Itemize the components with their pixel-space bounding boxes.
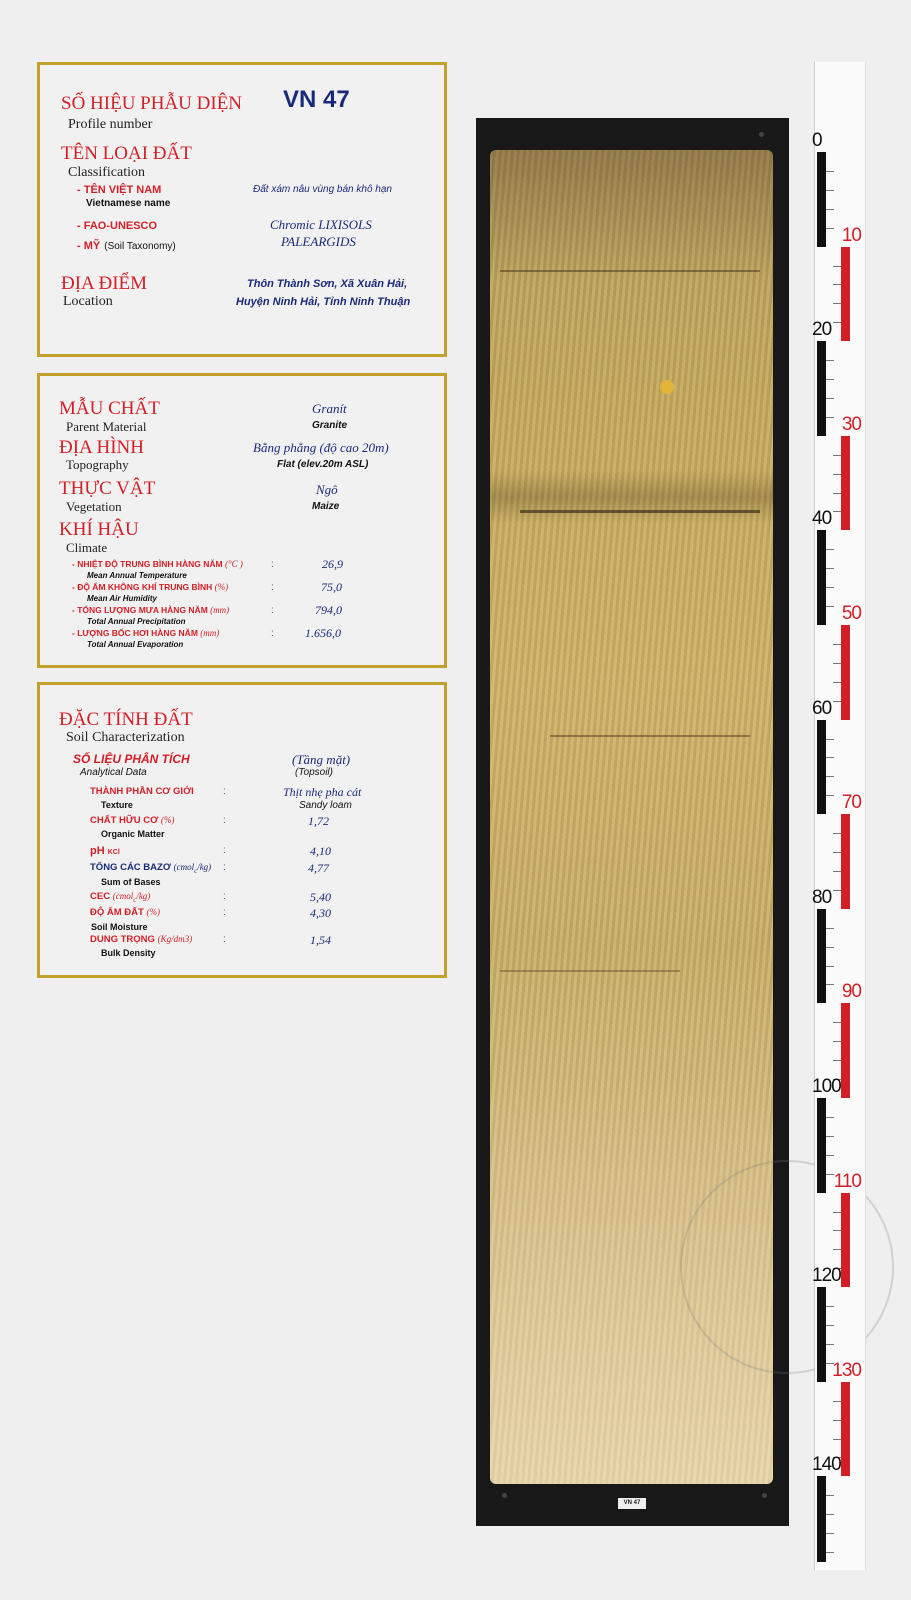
ruler-tick — [826, 1306, 834, 1307]
precip-label: - TỔNG LƯỢNG MƯA HÀNG NĂM — [72, 605, 208, 615]
texture-value-vi: Thịt nhẹ pha cát — [283, 785, 362, 799]
ruler-red-segment — [841, 1382, 850, 1477]
parent-material-label-en: Parent Material — [66, 419, 147, 434]
vn-name-label-en: Vietnamese name — [86, 198, 171, 209]
moist-label: ĐỘ ẨM ĐẤT — [90, 907, 144, 918]
ph-sub: KCl — [107, 849, 120, 856]
bases-unit: (cmol — [173, 862, 195, 872]
ruler-tick — [826, 379, 834, 380]
texture-value-en: Sandy loam — [299, 800, 352, 811]
bases-value: 4,77 — [308, 861, 329, 875]
ruler-black-segment — [817, 720, 826, 815]
om-value: 1,72 — [308, 814, 329, 828]
temp-label: - NHIỆT ĐỘ TRUNG BÌNH HÀNG NĂM — [72, 559, 223, 569]
ruler-red-segment — [841, 1003, 850, 1098]
parent-material-value-vi: Granít — [312, 401, 347, 416]
precip-colon: : — [271, 605, 274, 616]
precip-unit: (mm) — [210, 605, 230, 615]
ruler-tick — [826, 1495, 834, 1496]
ruler-tick — [826, 1514, 834, 1515]
moist-unit: (%) — [146, 907, 160, 917]
ruler-tick — [826, 417, 834, 418]
ruler-tick — [826, 209, 834, 210]
ruler-tick — [833, 1230, 841, 1231]
ruler-tick — [833, 1249, 841, 1250]
moist-label-row — [90, 907, 160, 918]
profile-number: VN 47 — [283, 86, 350, 113]
cec-label-row — [90, 891, 150, 904]
bd-label: DUNG TRỌNG — [90, 934, 155, 945]
ruler-tick — [833, 644, 841, 645]
ph-value: 4,10 — [310, 844, 331, 858]
ruler-label-30: 30 — [841, 413, 861, 435]
ruler-label-130: 130 — [832, 1359, 861, 1381]
ruler-tick — [826, 190, 834, 191]
ruler-tick — [826, 1552, 834, 1553]
ruler-label-90: 90 — [841, 981, 861, 1003]
classification-label-vi: TÊN LOẠI ĐẤT — [61, 143, 192, 164]
profile-label-vi: SỐ HIỆU PHẪU DIỆN — [61, 93, 243, 114]
vegetation-value-vi: Ngô — [316, 482, 338, 497]
profile-panel — [37, 62, 447, 357]
ruler-tick — [826, 171, 834, 172]
ruler-tick — [826, 1136, 834, 1137]
depth-ruler — [814, 62, 866, 1570]
vn-name-label: - TÊN VIỆT NAM — [77, 184, 162, 196]
cec-unit-end: /kg) — [136, 891, 151, 901]
texture-label: THÀNH PHẦN CƠ GIỚI — [90, 786, 194, 797]
soil-horizon-line — [550, 735, 750, 737]
my-label: - MỸ — [77, 240, 101, 252]
evap-value: 1.656,0 — [305, 626, 341, 640]
analytical-label-vi: SỐ LIỆU PHÂN TÍCH — [73, 752, 190, 766]
climate-label-en: Climate — [66, 540, 108, 555]
my-label-row — [77, 236, 176, 254]
soil-horizon-line — [500, 970, 680, 972]
humidity-value: 75,0 — [321, 580, 342, 594]
ruler-label-100: 100 — [812, 1076, 841, 1097]
om-label-row — [90, 815, 174, 826]
ruler-tick — [826, 966, 834, 967]
evap-label-en: Total Annual Evaporation — [87, 640, 184, 649]
ruler-black-segment — [817, 1098, 826, 1193]
bases-colon: : — [223, 862, 226, 873]
bd-label-en: Bulk Density — [101, 948, 156, 958]
my-value: PALEARGIDS — [281, 234, 356, 249]
evap-label-row — [72, 628, 219, 638]
cec-value: 5,40 — [310, 890, 331, 904]
ruler-tick — [833, 1439, 841, 1440]
bd-colon: : — [223, 934, 226, 945]
ruler-tick — [833, 1041, 841, 1042]
bases-unit-sub: c — [194, 866, 198, 875]
temp-colon: : — [271, 559, 274, 570]
precip-label-en: Total Annual Precipitation — [87, 617, 186, 626]
om-unit: (%) — [160, 815, 175, 825]
ruler-label-110: 110 — [833, 1170, 861, 1192]
evap-colon: : — [271, 628, 274, 639]
location-line2: Huyện Ninh Hải, Tỉnh Ninh Thuận — [236, 296, 411, 308]
temp-unit: (°C ) — [225, 559, 243, 569]
topography-value-vi: Bằng phẳng (độ cao 20m) — [253, 440, 389, 455]
bases-label: TỔNG CÁC BAZƠ — [90, 862, 171, 873]
layer-en: (Topsoil) — [295, 767, 333, 778]
ruler-tick — [833, 511, 841, 512]
vn-name-value: Đất xám nâu vùng bán khô hạn — [253, 184, 392, 195]
ruler-tick — [833, 890, 841, 891]
bases-label-en: Sum of Bases — [101, 877, 161, 887]
ruler-label-40: 40 — [812, 508, 832, 530]
humidity-label: - ĐỘ ẨM KHÔNG KHÍ TRUNG BÌNH — [72, 582, 213, 592]
vegetation-value-en: Maize — [312, 501, 340, 512]
ruler-red-segment — [841, 814, 850, 909]
ph-label-row — [90, 845, 120, 857]
ruler-tick — [833, 663, 841, 664]
ruler-black-segment — [817, 1287, 826, 1382]
ruler-tick — [833, 682, 841, 683]
ruler-tick — [826, 1344, 834, 1345]
ruler-tick — [826, 1155, 834, 1156]
layer-vi: (Tầng mặt) — [292, 752, 351, 767]
cec-unit-sub: c — [133, 895, 137, 904]
analytical-label-en: Analytical Data — [80, 767, 147, 778]
ruler-tick — [833, 1060, 841, 1061]
ruler-tick — [833, 493, 841, 494]
photo-tag: VN 47 — [618, 1498, 646, 1509]
ruler-tick — [833, 852, 841, 853]
parent-material-value-en: Granite — [312, 420, 348, 431]
location-label-en: Location — [63, 294, 113, 309]
ruler-tick — [826, 360, 834, 361]
soil-label-vi: ĐẶC TÍNH ĐẤT — [59, 709, 193, 730]
soil-characterization-panel — [37, 682, 447, 978]
temp-label-en: Mean Annual Temperature — [87, 571, 187, 580]
ruler-label-60: 60 — [812, 697, 832, 719]
ruler-tick — [826, 1325, 834, 1326]
moist-value: 4,30 — [310, 906, 331, 920]
ruler-tick — [826, 398, 834, 399]
cec-label: CEC — [90, 891, 111, 902]
temp-value: 26,9 — [322, 557, 343, 571]
soil-nodule — [660, 380, 674, 394]
bd-value: 1,54 — [310, 933, 331, 947]
ruler-label-50: 50 — [841, 603, 861, 624]
cec-unit: (cmol — [112, 891, 134, 901]
vegetation-label-en: Vegetation — [66, 499, 122, 514]
ruler-tick — [826, 739, 834, 740]
ruler-tick — [826, 757, 834, 758]
ruler-tick — [833, 1022, 841, 1023]
ruler-black-segment — [817, 1476, 826, 1562]
om-label-en: Organic Matter — [101, 829, 165, 839]
ph-colon: : — [223, 845, 226, 856]
classification-label-en: Classification — [68, 165, 145, 180]
humidity-label-row — [72, 582, 228, 592]
ruler-tick — [826, 795, 834, 796]
om-colon: : — [223, 815, 226, 826]
ruler-tick — [826, 928, 834, 929]
ruler-red-segment — [841, 1193, 850, 1288]
fao-value: Chromic LIXISOLS — [270, 217, 372, 232]
bases-unit-end: /kg) — [197, 862, 212, 872]
ruler-tick — [833, 1420, 841, 1421]
ruler-tick — [833, 322, 841, 323]
ruler-red-segment — [841, 625, 850, 720]
moist-colon: : — [223, 907, 226, 918]
environment-panel — [37, 373, 447, 668]
ruler-tick — [833, 701, 841, 702]
my-label-en: (Soil Taxonomy) — [104, 241, 176, 252]
parent-material-label-vi: MẪU CHẤT — [59, 398, 160, 419]
bases-label-row — [90, 862, 211, 875]
topography-label-en: Topography — [66, 457, 129, 472]
ruler-tick — [826, 549, 834, 550]
soil-label-en: Soil Characterization — [66, 730, 185, 745]
ruler-tick — [833, 284, 841, 285]
ruler-tick — [833, 266, 841, 267]
ruler-label-10: 10 — [841, 224, 861, 246]
ruler-tick — [833, 303, 841, 304]
ruler-label-20: 20 — [812, 319, 832, 341]
precip-value: 794,0 — [315, 603, 342, 617]
ruler-black-segment — [817, 909, 826, 1004]
soil-horizon-line — [500, 270, 760, 272]
ruler-tick — [833, 474, 841, 475]
ruler-label-0: 0 — [812, 130, 822, 151]
ruler-tick — [826, 776, 834, 777]
ph-label: pH — [90, 845, 105, 857]
location-label-vi: ĐỊA ĐIỂM — [61, 273, 148, 294]
ruler-tick — [826, 606, 834, 607]
evap-label: - LƯỢNG BỐC HƠI HÀNG NĂM — [72, 628, 198, 638]
frame-bolt — [762, 1493, 767, 1498]
ruler-tick — [826, 1533, 834, 1534]
evap-unit: (mm) — [200, 628, 220, 638]
ruler-tick — [833, 833, 841, 834]
ruler-black-segment — [817, 152, 826, 247]
om-label: CHẤT HỮU CƠ — [90, 815, 159, 826]
texture-label-en: Texture — [101, 800, 133, 810]
vegetation-label-vi: THỰC VẬT — [59, 478, 156, 499]
location-line1: Thôn Thành Sơn, Xã Xuân Hải, — [247, 278, 408, 290]
ruler-red-segment — [841, 247, 850, 342]
ruler-label-80: 80 — [812, 886, 832, 908]
ruler-black-segment — [817, 341, 826, 436]
ruler-tick — [826, 1117, 834, 1118]
fao-label: - FAO-UNESCO — [77, 220, 158, 232]
ruler-tick — [833, 1401, 841, 1402]
ruler-tick — [833, 871, 841, 872]
temp-label-row — [72, 559, 243, 569]
ruler-tick — [826, 984, 834, 985]
ruler-label-140: 140 — [812, 1454, 841, 1476]
humidity-unit: (%) — [214, 582, 229, 592]
ruler-tick — [826, 587, 834, 588]
frame-bolt — [759, 132, 764, 137]
frame-bolt — [502, 1493, 507, 1498]
topography-value-en: Flat (elev.20m ASL) — [277, 459, 369, 470]
bd-label-row — [90, 934, 192, 945]
humidity-colon: : — [271, 582, 274, 593]
ruler-tick — [833, 455, 841, 456]
ruler-tick — [826, 568, 834, 569]
ruler-tick — [826, 228, 834, 229]
moist-label-en: Soil Moisture — [91, 922, 148, 932]
ruler-tick — [833, 1212, 841, 1213]
soil-horizon-line — [520, 510, 760, 513]
bd-unit: (Kg/dm3) — [157, 934, 193, 944]
profile-label-en: Profile number — [68, 117, 153, 132]
ruler-label-120: 120 — [812, 1265, 841, 1287]
texture-colon: : — [223, 786, 226, 797]
topography-label-vi: ĐỊA HÌNH — [59, 437, 144, 458]
ruler-tick — [826, 947, 834, 948]
humidity-label-en: Mean Air Humidity — [87, 594, 157, 603]
ruler-label-70: 70 — [841, 792, 861, 814]
cec-colon: : — [223, 891, 226, 902]
ruler-red-segment — [841, 436, 850, 531]
climate-label-vi: KHÍ HẬU — [59, 519, 139, 540]
precip-label-row — [72, 605, 229, 615]
ruler-black-segment — [817, 530, 826, 625]
